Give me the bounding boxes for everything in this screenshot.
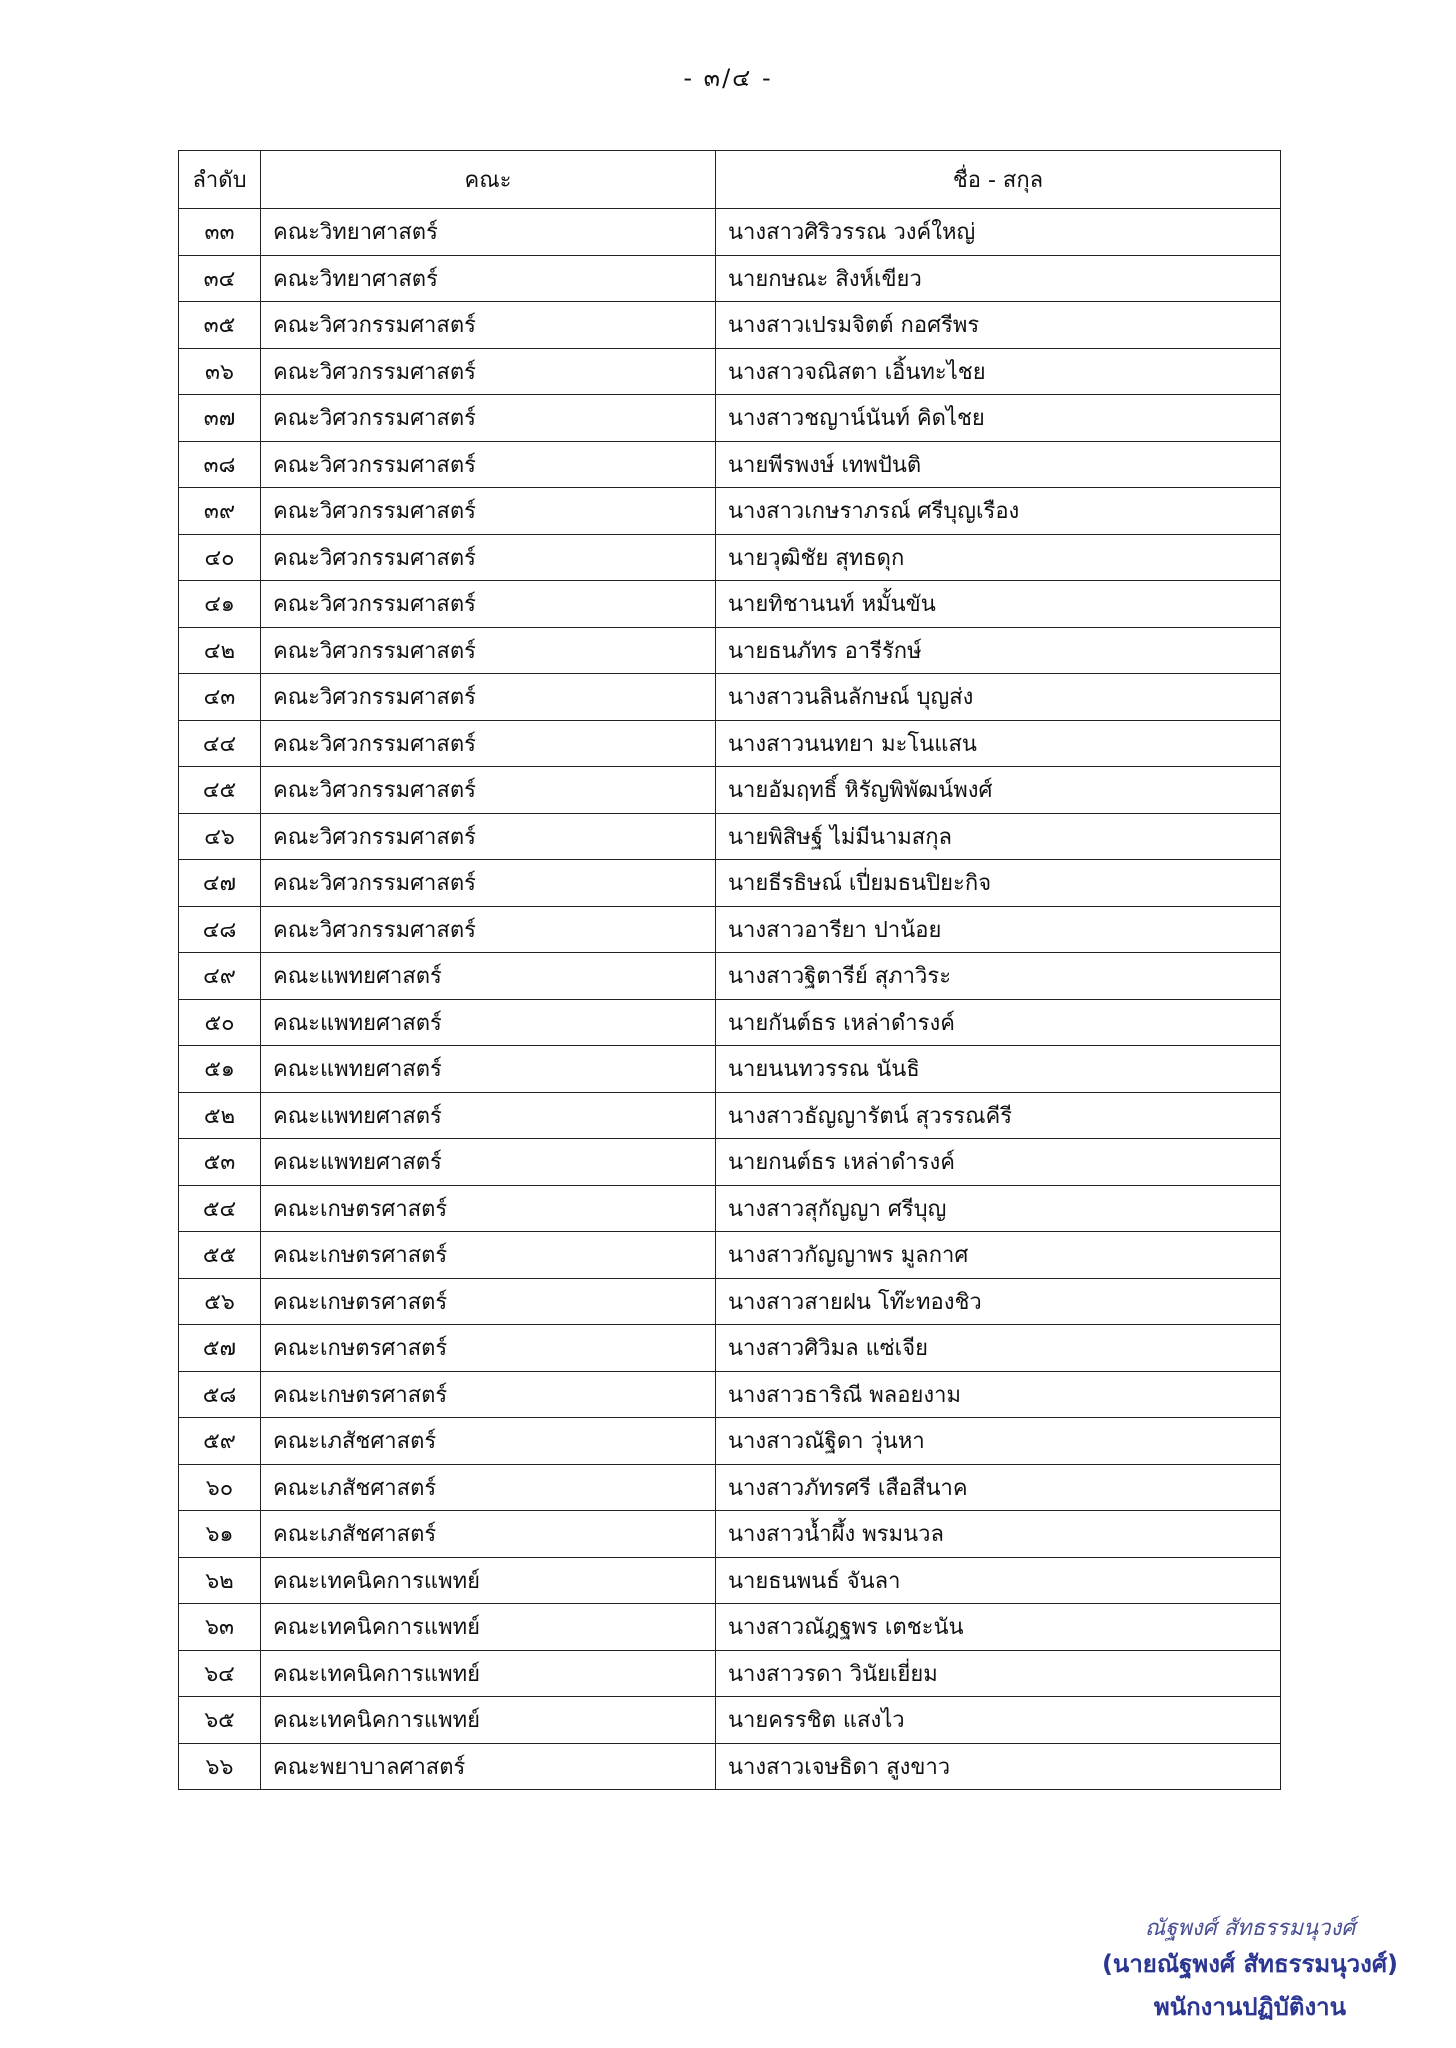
row-number: ๕๗ (179, 1325, 261, 1372)
table-row (179, 627, 1281, 674)
person-name-cell: นางสาวอารียา ปาน้อย (716, 906, 1281, 953)
person-name-cell: นางสาวชญาน์นันท์ คิดไชย (716, 395, 1281, 442)
faculty-cell: คณะวิศวกรรมศาสตร์ (261, 395, 716, 442)
row-number: ๔๔ (179, 720, 261, 767)
table-body (179, 209, 1281, 1790)
person-name-cell: นางสาวธัญญารัตน์ สุวรรณคีรี (716, 1092, 1281, 1139)
table-row (179, 1418, 1281, 1465)
person-name-cell: นายธนภัทร อารีรักษ์ (716, 627, 1281, 674)
person-name-cell: นางสาวศิวิมล แซ่เจีย (716, 1325, 1281, 1372)
row-number: ๔๖ (179, 813, 261, 860)
faculty-cell: คณะวิศวกรรมศาสตร์ (261, 767, 716, 814)
table-row (179, 1371, 1281, 1418)
faculty-cell: คณะเภสัชศาสตร์ (261, 1464, 716, 1511)
person-name-cell: นางสาวณัฎฐพร เตชะนัน (716, 1604, 1281, 1651)
person-name-cell: นางสาวน้ำผึ้ง พรมนวล (716, 1511, 1281, 1558)
faculty-cell: คณะเกษตรศาสตร์ (261, 1232, 716, 1279)
row-number: ๓๔ (179, 255, 261, 302)
table-row (179, 534, 1281, 581)
faculty-cell: คณะเทคนิคการแพทย์ (261, 1650, 716, 1697)
signer-name: (นายณัฐพงศ์ สัทธรรมนุวงศ์) (1101, 1950, 1399, 1978)
person-name-cell: นางสาวจณิสตา เอิ้นทะไชย (716, 348, 1281, 395)
person-name-cell: นางสาวรดา วินัยเยี่ยม (716, 1650, 1281, 1697)
person-name-cell: นางสาวนนทยา มะโนแสน (716, 720, 1281, 767)
row-number: ๕๓ (179, 1139, 261, 1186)
faculty-cell: คณะเกษตรศาสตร์ (261, 1325, 716, 1372)
roster-table (178, 150, 1281, 1790)
faculty-cell: คณะวิศวกรรมศาสตร์ (261, 720, 716, 767)
person-name-cell: นายพีรพงษ์ เทพปันติ (716, 441, 1281, 488)
row-number: ๓๖ (179, 348, 261, 395)
person-name-cell: นางสาวนลินลักษณ์ บุญส่ง (716, 674, 1281, 721)
table-row (179, 1092, 1281, 1139)
row-number: ๕๒ (179, 1092, 261, 1139)
person-name-cell: นางสาวสุกัญญา ศรีบุญ (716, 1185, 1281, 1232)
header-faculty: คณะ (261, 151, 716, 209)
table-row (179, 674, 1281, 721)
person-name-cell: นางสาวสายฝน โท๊ะทองชิว (716, 1278, 1281, 1325)
row-number: ๔๓ (179, 674, 261, 721)
person-name-cell: นางสาวกัญญาพร มูลกาศ (716, 1232, 1281, 1279)
table-row (179, 1557, 1281, 1604)
row-number: ๖๖ (179, 1743, 261, 1790)
table-row (179, 1604, 1281, 1651)
faculty-cell: คณะวิทยาศาสตร์ (261, 255, 716, 302)
faculty-cell: คณะแพทยศาสตร์ (261, 1046, 716, 1093)
faculty-cell: คณะเกษตรศาสตร์ (261, 1371, 716, 1418)
row-number: ๖๐ (179, 1464, 261, 1511)
table-row (179, 395, 1281, 442)
row-number: ๓๘ (179, 441, 261, 488)
table-row (179, 1650, 1281, 1697)
table-row (179, 999, 1281, 1046)
person-name-cell: นางสาวฐิตารีย์ สุภาวิระ (716, 953, 1281, 1000)
table-row (179, 348, 1281, 395)
handwritten-signature: ณัฐพงศ์ สัทธรรมนุวงศ์ (1144, 1916, 1356, 1941)
faculty-cell: คณะวิศวกรรมศาสตร์ (261, 348, 716, 395)
row-number: ๔๙ (179, 953, 261, 1000)
table-row (179, 906, 1281, 953)
faculty-cell: คณะเภสัชศาสตร์ (261, 1511, 716, 1558)
table-row (179, 488, 1281, 535)
row-number: ๖๑ (179, 1511, 261, 1558)
row-number: ๕๔ (179, 1185, 261, 1232)
table-header-row (179, 151, 1281, 209)
faculty-cell: คณะวิศวกรรมศาสตร์ (261, 441, 716, 488)
person-name-cell: นางสาวภัทรศรี เสือสีนาค (716, 1464, 1281, 1511)
page-number: - ๓/๔ - (683, 64, 773, 92)
table-row (179, 302, 1281, 349)
table-row (179, 581, 1281, 628)
table-row (179, 1511, 1281, 1558)
faculty-cell: คณะเกษตรศาสตร์ (261, 1185, 716, 1232)
row-number: ๔๑ (179, 581, 261, 628)
person-name-cell: นายวุฒิชัย สุทธดุก (716, 534, 1281, 581)
table-row (179, 1046, 1281, 1093)
row-number: ๕๘ (179, 1371, 261, 1418)
row-number: ๔๘ (179, 906, 261, 953)
faculty-cell: คณะวิศวกรรมศาสตร์ (261, 488, 716, 535)
row-number: ๕๖ (179, 1278, 261, 1325)
row-number: ๔๒ (179, 627, 261, 674)
row-number: ๕๙ (179, 1418, 261, 1465)
person-name-cell: นางสาวณัฐิดา วุ่นหา (716, 1418, 1281, 1465)
table-row (179, 767, 1281, 814)
person-name-cell: นายอัมฤทธิ์ หิรัญพิพัฒน์พงศ์ (716, 767, 1281, 814)
table-row (179, 1325, 1281, 1372)
row-number: ๖๔ (179, 1650, 261, 1697)
row-number: ๕๑ (179, 1046, 261, 1093)
faculty-cell: คณะวิศวกรรมศาสตร์ (261, 581, 716, 628)
faculty-cell: คณะวิทยาศาสตร์ (261, 209, 716, 256)
table-row (179, 209, 1281, 256)
person-name-cell: นายกนต์ธร เหล่าดำรงค์ (716, 1139, 1281, 1186)
table-row (179, 720, 1281, 767)
faculty-cell: คณะเภสัชศาสตร์ (261, 1418, 716, 1465)
table-row (179, 1697, 1281, 1744)
row-number: ๔๗ (179, 860, 261, 907)
faculty-cell: คณะวิศวกรรมศาสตร์ (261, 906, 716, 953)
person-name-cell: นายทิชานนท์ หมั้นขัน (716, 581, 1281, 628)
faculty-cell: คณะแพทยศาสตร์ (261, 999, 716, 1046)
row-number: ๓๙ (179, 488, 261, 535)
faculty-cell: คณะวิศวกรรมศาสตร์ (261, 860, 716, 907)
header-no: ลำดับ (179, 151, 261, 209)
faculty-cell: คณะแพทยศาสตร์ (261, 953, 716, 1000)
table-row (179, 1185, 1281, 1232)
faculty-cell: คณะวิศวกรรมศาสตร์ (261, 534, 716, 581)
faculty-cell: คณะแพทยศาสตร์ (261, 1092, 716, 1139)
row-number: ๓๗ (179, 395, 261, 442)
row-number: ๔๕ (179, 767, 261, 814)
row-number: ๖๕ (179, 1697, 261, 1744)
faculty-cell: คณะพยาบาลศาสตร์ (261, 1743, 716, 1790)
table-row (179, 1139, 1281, 1186)
person-name-cell: นายธีรธิษณ์ เปี่ยมธนปิยะกิจ (716, 860, 1281, 907)
table-row (179, 1232, 1281, 1279)
person-name-cell: นางสาวเจษธิดา สูงขาว (716, 1743, 1281, 1790)
person-name-cell: นายธนพนธ์ จันลา (716, 1557, 1281, 1604)
row-number: ๔๐ (179, 534, 261, 581)
faculty-cell: คณะเกษตรศาสตร์ (261, 1278, 716, 1325)
row-number: ๖๓ (179, 1604, 261, 1651)
row-number: ๓๓ (179, 209, 261, 256)
person-name-cell: นางสาวธาริณี พลอยงาม (716, 1371, 1281, 1418)
person-name-cell: นายกันต์ธร เหล่าดำรงค์ (716, 999, 1281, 1046)
table-row (179, 813, 1281, 860)
row-number: ๖๒ (179, 1557, 261, 1604)
person-name-cell: นายนนทวรรณ นันธิ (716, 1046, 1281, 1093)
person-name-cell: นายครรชิต แสงไว (716, 1697, 1281, 1744)
table-row (179, 1464, 1281, 1511)
faculty-cell: คณะแพทยศาสตร์ (261, 1139, 716, 1186)
faculty-cell: คณะเทคนิคการแพทย์ (261, 1697, 716, 1744)
person-name-cell: นายกษณะ สิงห์เขียว (716, 255, 1281, 302)
table-row (179, 1278, 1281, 1325)
row-number: ๕๕ (179, 1232, 261, 1279)
table-row (179, 1743, 1281, 1790)
faculty-cell: คณะวิศวกรรมศาสตร์ (261, 302, 716, 349)
signer-title: พนักงานปฏิบัติงาน (1153, 1993, 1347, 2021)
table-row (179, 441, 1281, 488)
header-name: ชื่อ - สกุล (716, 151, 1281, 209)
faculty-cell: คณะเทคนิคการแพทย์ (261, 1557, 716, 1604)
person-name-cell: นางสาวเกษราภรณ์ ศรีบุญเรือง (716, 488, 1281, 535)
table-row (179, 860, 1281, 907)
person-name-cell: นางสาวเปรมจิตต์ กอศรีพร (716, 302, 1281, 349)
row-number: ๓๕ (179, 302, 261, 349)
signature-block (1080, 1910, 1420, 2026)
person-name-cell: นางสาวศิริวรรณ วงค์ใหญ่ (716, 209, 1281, 256)
table-row (179, 255, 1281, 302)
person-name-cell: นายพิสิษฐ์ ไม่มีนามสกุล (716, 813, 1281, 860)
table-row (179, 953, 1281, 1000)
faculty-cell: คณะวิศวกรรมศาสตร์ (261, 674, 716, 721)
faculty-cell: คณะวิศวกรรมศาสตร์ (261, 627, 716, 674)
row-number: ๕๐ (179, 999, 261, 1046)
faculty-cell: คณะเทคนิคการแพทย์ (261, 1604, 716, 1651)
faculty-cell: คณะวิศวกรรมศาสตร์ (261, 813, 716, 860)
